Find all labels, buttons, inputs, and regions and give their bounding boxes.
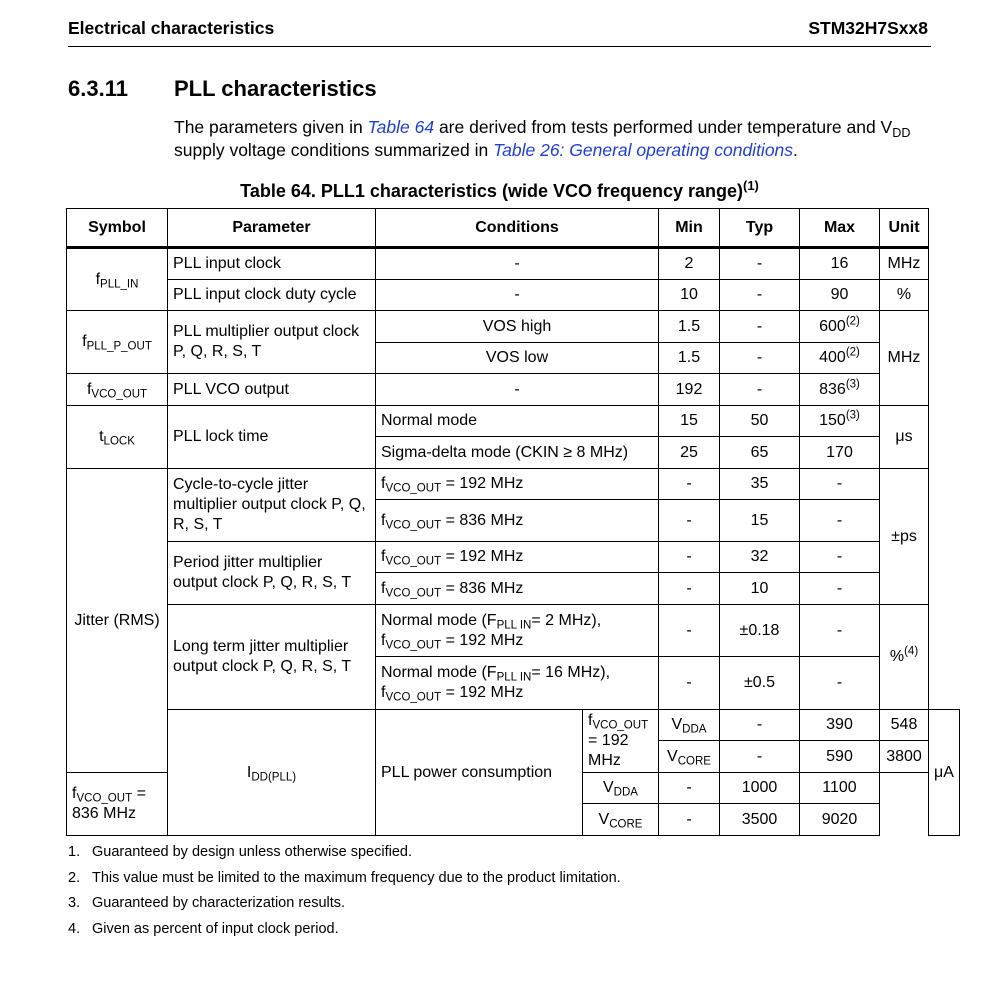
supply-subscript: DDA — [682, 723, 707, 736]
min-cell: 2 — [659, 248, 720, 280]
supply-subscript: CORE — [609, 817, 643, 830]
conditions-cell — [376, 605, 659, 657]
footnote-number: 2. — [68, 869, 81, 886]
typ-cell: 3500 — [720, 804, 800, 836]
max-value: 150 — [819, 412, 846, 429]
cond-input-value: = 2 MHz), — [531, 611, 602, 629]
min-cell: 25 — [659, 437, 720, 469]
max-value: 836 — [819, 380, 846, 398]
intro-text: . — [793, 140, 798, 160]
max-cell: 16 — [800, 248, 880, 280]
footnote-text: Given as percent of input clock period. — [92, 920, 339, 937]
supply-subscript: DDA — [613, 786, 638, 799]
max-cell: - — [800, 605, 880, 657]
header-conditions: Conditions — [376, 209, 659, 248]
footnote-number: 1. — [68, 844, 81, 860]
max-cell — [800, 406, 880, 437]
max-value: 600 — [819, 317, 846, 335]
parameter-cell: PLL input clock duty cycle — [168, 280, 376, 311]
typ-cell: - — [720, 280, 800, 311]
typ-cell: 590 — [800, 741, 880, 773]
min-cell: 10 — [659, 280, 720, 311]
max-cell — [800, 374, 880, 406]
conditions-cell — [376, 469, 659, 500]
footnote-ref: (3) — [845, 409, 860, 422]
footnote — [68, 894, 621, 920]
unit-value: % — [889, 648, 905, 665]
cond-subscript: VCO_OUT — [592, 719, 649, 732]
typ-cell: - — [720, 248, 800, 280]
table-row — [67, 280, 960, 311]
typ-cell: 32 — [720, 542, 800, 573]
min-cell: - — [659, 804, 720, 836]
supply-v: V — [667, 747, 678, 765]
table-row — [67, 469, 960, 500]
cond-f: f — [381, 475, 386, 492]
cond-f: f — [381, 631, 386, 649]
cond-subscript: VCO_OUT — [385, 518, 442, 531]
cond-subscript: PLL IN — [496, 671, 532, 684]
cond-input-value: = 16 MHz), — [531, 664, 611, 681]
parameter-cell: Cycle-to-cycle jitter multiplier output clock P, Q, R, S, T — [168, 469, 376, 542]
header-max: Max — [800, 209, 880, 248]
symbol-text: I — [246, 763, 252, 781]
table-row — [67, 605, 960, 657]
supply-cell — [583, 773, 659, 804]
cond-f: f — [381, 579, 386, 597]
unit-cell: % — [880, 280, 929, 311]
typ-cell: 10 — [720, 573, 800, 605]
table-26-link[interactable]: Table 26: General operating conditions — [493, 140, 794, 160]
cond-value: = 192 MHz — [441, 631, 524, 649]
max-cell: - — [800, 500, 880, 542]
header-divider — [68, 46, 931, 47]
table-64-link[interactable]: Table 64 — [367, 117, 435, 137]
header-parameter: Parameter — [168, 209, 376, 248]
footnote — [68, 920, 621, 946]
min-cell: - — [720, 710, 800, 741]
unit-cell: μA — [929, 710, 960, 836]
conditions-cell — [376, 542, 659, 573]
cond-subscript: VCO_OUT — [385, 482, 442, 495]
min-cell: - — [659, 773, 720, 804]
supply-v: V — [603, 779, 614, 796]
max-cell: 3800 — [880, 741, 929, 773]
parameter-cell: PLL power consumption — [376, 710, 583, 836]
symbol-cell — [168, 710, 376, 836]
symbol-subscript: DD(PLL) — [251, 770, 297, 783]
table-header-row — [67, 209, 960, 248]
typ-cell: 15 — [720, 500, 800, 542]
table-caption — [0, 177, 999, 202]
header-symbol: Symbol — [67, 209, 168, 248]
symbol-text: f — [82, 333, 87, 350]
symbol-subscript: PLL_P_OUT — [86, 340, 152, 353]
min-cell: - — [659, 573, 720, 605]
max-value: 400 — [819, 349, 846, 366]
parameter-cell: PLL VCO output — [168, 374, 376, 406]
min-cell: - — [659, 500, 720, 542]
symbol-subscript: PLL_IN — [100, 277, 139, 290]
min-cell: - — [720, 741, 800, 773]
cond-subscript: VCO_OUT — [76, 792, 133, 805]
caption-footnote-ref: (1) — [743, 177, 759, 193]
footnote-text: This value must be limited to the maximum frequency due to the product limitation. — [92, 869, 621, 886]
symbol-cell — [67, 311, 168, 374]
intro-paragraph — [174, 116, 934, 162]
intro-subscript: DD — [892, 125, 911, 140]
min-cell: - — [659, 657, 720, 710]
intro-text: are derived from tests performed under temperature and V — [434, 117, 893, 137]
conditions-cell — [376, 573, 659, 605]
max-cell: - — [800, 542, 880, 573]
conditions-cell: VOS low — [376, 343, 659, 374]
typ-cell: 390 — [800, 710, 880, 741]
max-cell: 548 — [880, 710, 929, 741]
unit-cell — [880, 605, 929, 710]
footnote-text: Guaranteed by design unless otherwise specified. — [92, 844, 412, 860]
conditions-cell: VOS high — [376, 311, 659, 343]
cond-subscript: VCO_OUT — [385, 555, 442, 568]
cond-f: f — [588, 712, 593, 729]
max-cell: 9020 — [800, 804, 880, 836]
min-cell: 1.5 — [659, 343, 720, 374]
footnote-ref: (4) — [904, 645, 919, 658]
parameter-cell: PLL input clock — [168, 248, 376, 280]
parameter-cell: Long term jitter multiplier output clock P, Q, R, S, T — [168, 605, 376, 710]
header-unit: Unit — [880, 209, 929, 248]
typ-cell: 50 — [720, 406, 800, 437]
cond-subscript: VCO_OUT — [385, 638, 442, 651]
section-number: 6.3.11 — [68, 76, 128, 101]
caption-text: Table 64. PLL1 characteristics (wide VCO frequency range) — [240, 181, 743, 201]
conditions-cell — [67, 773, 168, 836]
typ-cell: - — [720, 374, 800, 406]
max-cell: 90 — [800, 280, 880, 311]
symbol-text: t — [99, 428, 104, 445]
supply-cell — [583, 804, 659, 836]
footnote-ref: (2) — [845, 315, 860, 328]
conditions-cell: - — [376, 248, 659, 280]
max-cell — [800, 311, 880, 343]
table-row — [67, 542, 960, 573]
conditions-cell: - — [376, 374, 659, 406]
table-row — [67, 311, 960, 343]
symbol-cell — [67, 406, 168, 469]
typ-cell: ±0.18 — [720, 605, 800, 657]
typ-cell: 65 — [720, 437, 800, 469]
max-cell: - — [800, 573, 880, 605]
cond-f: f — [381, 548, 386, 565]
parameter-cell: PLL lock time — [168, 406, 376, 469]
cond-value: = 192 MHz — [441, 684, 524, 701]
cond-value: = 836 MHz — [441, 511, 524, 529]
footnotes — [68, 843, 621, 945]
pll-characteristics-table — [66, 208, 960, 836]
parameter-cell: PLL multiplier output clock P, Q, R, S, T — [168, 311, 376, 374]
unit-cell: ±ps — [880, 469, 929, 605]
symbol-subscript: LOCK — [103, 435, 135, 448]
max-cell: - — [800, 657, 880, 710]
parameter-cell: Period jitter multiplier output clock P, Q, R, S, T — [168, 542, 376, 605]
table-row — [67, 406, 960, 437]
min-cell: 192 — [659, 374, 720, 406]
cond-value: = 192 MHz — [441, 548, 524, 565]
cond-f: f — [72, 785, 77, 802]
unit-cell: MHz — [880, 248, 929, 280]
max-cell: - — [800, 469, 880, 500]
header-min: Min — [659, 209, 720, 248]
min-cell: - — [659, 605, 720, 657]
conditions-cell: Sigma-delta mode (CKIN ≥ 8 MHz) — [376, 437, 659, 469]
header-section-title: Electrical characteristics — [68, 18, 275, 38]
supply-cell — [659, 741, 720, 773]
min-cell: 15 — [659, 406, 720, 437]
max-cell: 170 — [800, 437, 880, 469]
supply-cell — [659, 710, 720, 741]
supply-v: V — [671, 716, 683, 733]
footnote-number: 4. — [68, 920, 81, 937]
symbol-cell — [67, 374, 168, 406]
section-title: PLL characteristics — [174, 76, 377, 101]
max-cell — [800, 343, 880, 374]
table-row — [67, 248, 960, 280]
max-cell: 1100 — [800, 773, 880, 804]
conditions-cell: - — [376, 280, 659, 311]
cond-f: f — [381, 511, 386, 529]
cond-subscript: PLL IN — [496, 618, 532, 631]
conditions-cell — [376, 500, 659, 542]
typ-cell: ±0.5 — [720, 657, 800, 710]
symbol-subscript: VCO_OUT — [91, 387, 148, 400]
typ-cell: - — [720, 343, 800, 374]
footnote — [68, 869, 621, 895]
supply-subscript: CORE — [677, 754, 711, 767]
footnote-number: 3. — [68, 895, 81, 911]
footnote-text: Guaranteed by characterization results. — [92, 895, 346, 911]
footnote — [68, 843, 621, 869]
footnote-ref: (3) — [845, 378, 860, 391]
cond-value: = 192 MHz — [441, 475, 524, 492]
typ-cell: 35 — [720, 469, 800, 500]
cond-value: = 836 MHz — [72, 785, 146, 822]
cond-mode: Normal mode (F — [381, 611, 497, 629]
conditions-cell: Normal mode — [376, 406, 659, 437]
cond-f: f — [381, 684, 386, 701]
min-cell: 1.5 — [659, 311, 720, 343]
min-cell: - — [659, 542, 720, 573]
unit-cell: MHz — [880, 311, 929, 406]
cond-value: = 836 MHz — [441, 579, 524, 597]
typ-cell: 1000 — [720, 773, 800, 804]
header-typ: Typ — [720, 209, 800, 248]
symbol-cell — [67, 248, 168, 311]
typ-cell: - — [720, 311, 800, 343]
min-cell: - — [659, 469, 720, 500]
symbol-text: f — [86, 380, 92, 398]
header-part-number: STM32H7Sxx8 — [808, 18, 928, 38]
symbol-cell: Jitter (RMS) — [67, 469, 168, 773]
conditions-cell — [583, 710, 659, 773]
cond-subscript: VCO_OUT — [385, 586, 442, 599]
table-row — [67, 374, 960, 406]
conditions-cell — [376, 657, 659, 710]
intro-text: The parameters given in — [174, 117, 368, 137]
table-row — [67, 710, 960, 741]
unit-cell: μs — [880, 406, 929, 469]
supply-v: V — [598, 810, 610, 828]
cond-subscript: VCO_OUT — [385, 691, 442, 704]
footnote-ref: (2) — [845, 346, 860, 359]
cond-mode: Normal mode (F — [381, 664, 497, 681]
cond-value: = 192 MHz — [588, 732, 629, 769]
intro-text: supply voltage conditions summarized in — [174, 140, 494, 160]
symbol-text: f — [95, 270, 101, 288]
